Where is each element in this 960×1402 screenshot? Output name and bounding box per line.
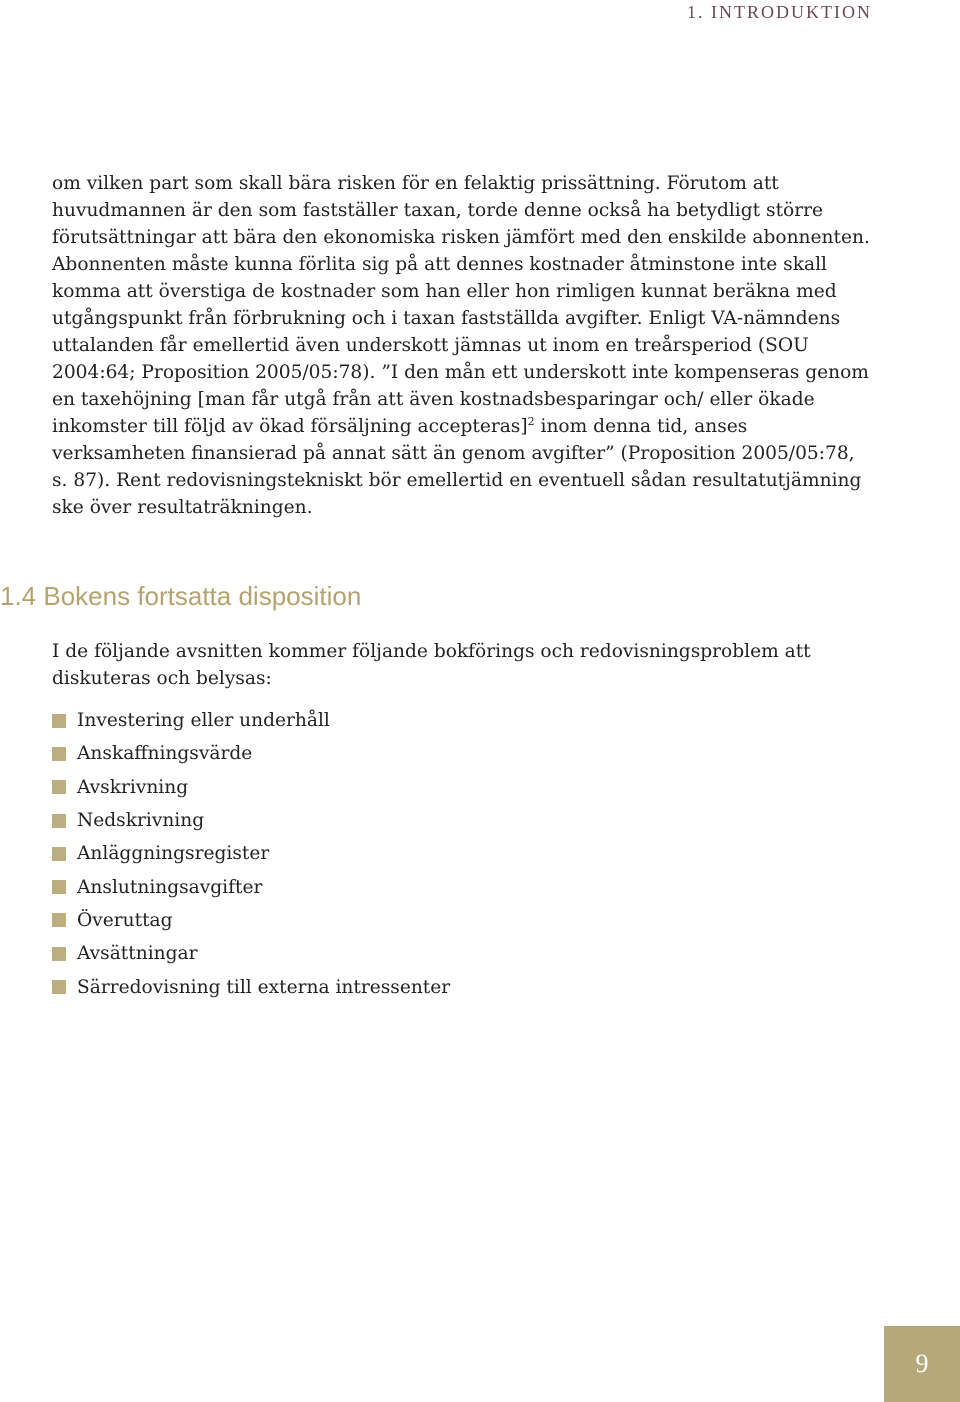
square-bullet-icon: [52, 947, 66, 961]
square-bullet-icon: [52, 880, 66, 894]
list-item: [52, 870, 872, 903]
page-number-tab: [884, 1326, 960, 1402]
list-item: [52, 937, 872, 970]
list-item: [52, 970, 872, 1003]
list-item-label: Överuttag: [77, 909, 173, 931]
list-item: [52, 737, 872, 770]
square-bullet-icon: [52, 814, 66, 828]
list-item: [52, 837, 872, 870]
body-paragraph: [52, 170, 872, 521]
running-header: 1. INTRODUKTION: [687, 2, 872, 22]
list-item-label: Särredovisning till externa intressenter: [77, 976, 451, 998]
square-bullet-icon: [52, 847, 66, 861]
square-bullet-icon: [52, 780, 66, 794]
page-number: 9: [915, 1349, 929, 1378]
section-intro: I de följande avsnitten kommer följande bokförings och redovisningsproblem att diskuteras och belysas:: [52, 641, 811, 689]
page-content: [0, 170, 872, 1004]
list-item: [52, 904, 872, 937]
list-item-label: Anskaffningsvärde: [77, 743, 253, 765]
square-bullet-icon: [52, 747, 66, 761]
square-bullet-icon: [52, 714, 66, 728]
paragraph-text: om vilken part som skall bära risken för en felaktig prissättning. Förutom att huvudmannen är den som fastställer taxan, torde denne också ha betydligt större förutsättningar att bära den ekonomiska risken jämfört med den enskilde abonnenten. Abonnenten måste kunna förlita sig på att dennes kostnader åtminstone inte skall komma att överstiga de kostnader som han eller hon rimligen kunnat beräkna med utgångspunkt från förbrukning och i taxan fastställda avgifter. Enligt VA-nämndens uttalanden får emellertid även underskott jämnas ut inom en treårsperiod (SOU 2004:64; Proposition 2005/05:78). ”I den mån ett underskott inte kompenseras genom en taxehöjning [man får utgå från att även kostnadsbesparingar och/ eller ökade inkomster till följd av ökad försäljning accepteras]: [52, 173, 870, 437]
square-bullet-icon: [52, 980, 66, 994]
list-item: [52, 804, 872, 837]
list-item-label: Anläggningsregister: [77, 843, 270, 865]
list-item: [52, 771, 872, 804]
section-heading: 1.4 Bokens fortsatta disposition: [0, 581, 362, 611]
list-item-label: Nedskrivning: [77, 810, 205, 832]
list-item-label: Avskrivning: [77, 776, 189, 798]
topic-list: [52, 704, 872, 1004]
footnote-reference[interactable]: 2: [527, 414, 535, 428]
square-bullet-icon: [52, 913, 66, 927]
paragraph-text-continued: inom denna tid, anses verksamheten finansierad på annat sätt än genom avgifter” (Proposition 2005/05:78, s. 87). Rent redovisningstekniskt bör emellertid en eventuell sådan resultatutjämning ske över resultaträkningen.: [52, 416, 862, 518]
list-item-label: Avsättningar: [77, 943, 198, 965]
list-item-label: Anslutningsavgifter: [77, 876, 263, 898]
list-item-label: Investering eller underhåll: [77, 710, 330, 732]
list-item: [52, 704, 872, 737]
